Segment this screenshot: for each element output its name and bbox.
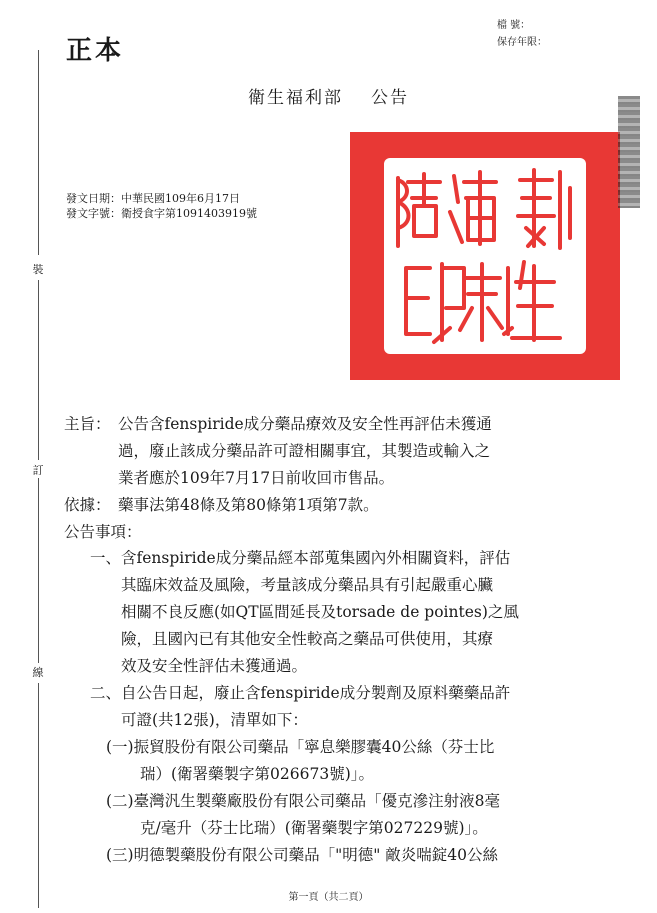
subject-line: 公告含fenspiride成分藥品療效及安全性再評估未獲通 [118, 415, 492, 433]
document-type: 公告 [371, 88, 409, 108]
document-title [0, 83, 657, 108]
notice-item-2-line: 二、自公告日起，廢止含fenspiride成分製劑及原料藥藥品許 [90, 684, 511, 702]
list-item: (二)臺灣汎生製藥廠股份有限公司藥品「優克滲注射液8毫 [106, 792, 500, 810]
subject-label: 主旨： [64, 415, 111, 433]
subject-line: 過，廢止該成分藥品許可證相關事宜，其製造或輸入之 [118, 442, 491, 460]
file-number-label: 檔 號： [497, 20, 531, 31]
official-seal [350, 132, 620, 380]
seal-calligraphy [384, 158, 586, 354]
notice-item-1-line: 其臨床效益及風險，考量該成分藥品具有引起嚴重心臟 [121, 576, 494, 594]
list-item-cont: 克/毫升（芬士比瑞）(衛署藥製字第027229號)」。 [140, 819, 488, 837]
binding-line [38, 50, 39, 255]
retention-period-label: 保存年限： [497, 37, 547, 48]
binding-mark-zhuang: 裝 [32, 263, 44, 276]
list-item: (三)明德製藥股份有限公司藥品「"明德" 敵炎喘錠40公絲 [106, 846, 499, 864]
subject-line: 業者應於109年7月17日前收回市售品。 [118, 469, 395, 487]
binding-mark-ding: 訂 [32, 464, 44, 477]
receipt-stamp-edge [618, 96, 640, 208]
notice-item-2-line: 可證(共12張)，清單如下： [121, 711, 308, 729]
notice-item-1-line: 一、含fenspiride成分藥品經本部蒐集國內外相關資料，評估 [90, 549, 511, 567]
copy-mark: 正本 [66, 36, 125, 66]
list-item: (一)振貿股份有限公司藥品「寧息樂膠囊40公絲（芬士比 [106, 738, 495, 756]
basis-label: 依據： [64, 496, 111, 514]
notice-item-1-line: 相關不良反應(如QT區間延長及torsade de pointes)之風 [121, 603, 519, 621]
binding-line [38, 280, 39, 460]
agency-name: 衛生福利部 [248, 88, 343, 108]
binding-line [38, 683, 39, 908]
issue-number: 發文字號：衛授食字第1091403919號 [66, 207, 257, 220]
notice-label: 公告事項： [64, 523, 142, 541]
page-number: 第一頁（共二頁） [288, 892, 369, 903]
list-item-cont: 瑞）(衛署藥製字第026673號)」。 [140, 765, 375, 783]
issue-date: 發文日期：中華民國109年6月17日 [66, 192, 240, 205]
notice-item-1-line: 效及安全性評估未獲通過。 [121, 657, 308, 675]
notice-item-1-line: 險，且國內已有其他安全性較高之藥品可供使用，其療 [121, 630, 494, 648]
basis-text: 藥事法第48條及第80條第1項第7款。 [118, 496, 379, 514]
binding-line [38, 478, 39, 663]
binding-mark-xian: 線 [32, 666, 44, 679]
